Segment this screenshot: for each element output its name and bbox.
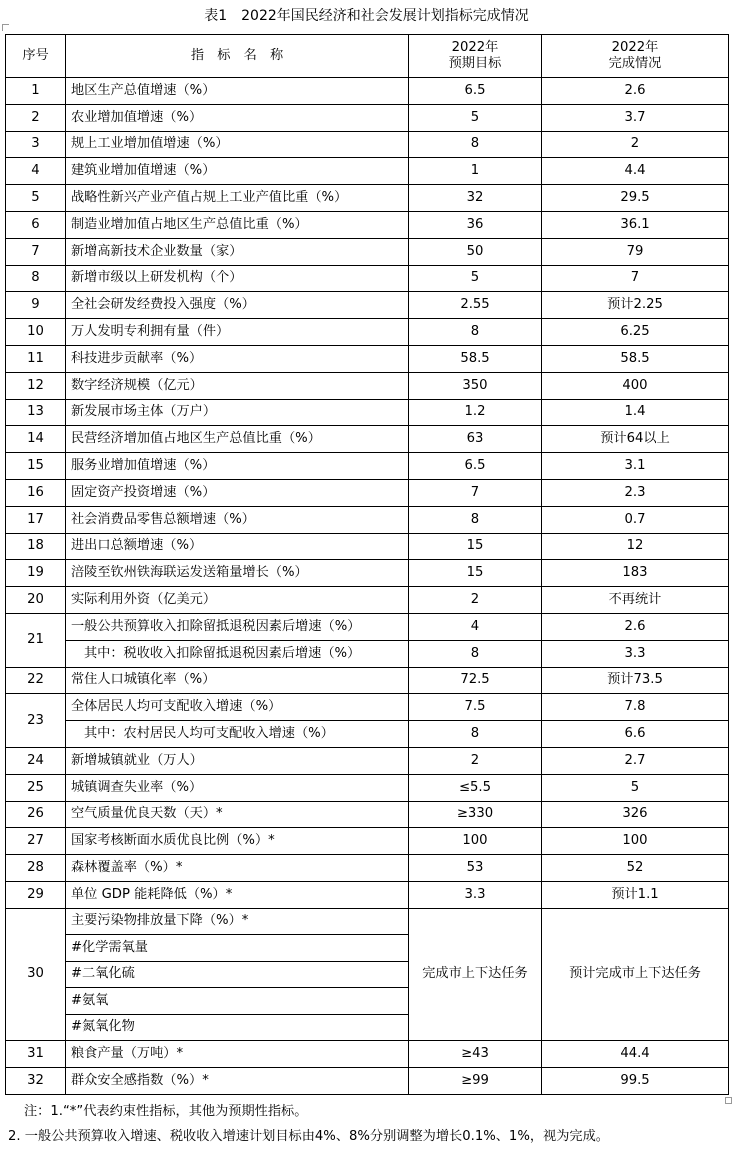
table-row <box>6 1068 729 1095</box>
actual-value: 7.8 <box>542 694 729 721</box>
table-row <box>6 774 729 801</box>
actual-value: 44.4 <box>542 1041 729 1068</box>
header-no: 序号 <box>6 35 66 78</box>
actual-value: 预计73.5 <box>542 667 729 694</box>
indicator-name: 新增城镇就业（万人） <box>66 747 409 774</box>
target-value: 5 <box>409 265 542 292</box>
target-value: 4 <box>409 613 542 640</box>
table-row <box>6 667 729 694</box>
table-row <box>6 1041 729 1068</box>
row-number: 17 <box>6 506 66 533</box>
target-value: 完成市上下达任务 <box>409 908 542 1041</box>
target-value: 8 <box>409 721 542 748</box>
table-end-mark <box>725 1097 732 1104</box>
table-row <box>6 479 729 506</box>
actual-value: 1.4 <box>542 399 729 426</box>
indicator-name: 群众安全感指数（%）* <box>66 1068 409 1095</box>
actual-value: 预计1.1 <box>542 881 729 908</box>
table-row <box>6 801 729 828</box>
target-value: 50 <box>409 238 542 265</box>
table-row <box>6 131 729 158</box>
row-number: 16 <box>6 479 66 506</box>
table-row <box>6 881 729 908</box>
footnote-1: 注：1.“*”代表约束性指标，其他为预期性指标。 <box>24 1104 308 1119</box>
target-value: 6.5 <box>409 453 542 480</box>
table-row <box>6 158 729 185</box>
row-number: 15 <box>6 453 66 480</box>
target-value: 15 <box>409 533 542 560</box>
actual-value: 99.5 <box>542 1068 729 1095</box>
table-header-row <box>6 35 729 78</box>
row-number: 14 <box>6 426 66 453</box>
row-number: 28 <box>6 855 66 882</box>
table-row <box>6 506 729 533</box>
row-number: 31 <box>6 1041 66 1068</box>
row-number: 11 <box>6 345 66 372</box>
header-name: 指 标 名 称 <box>66 35 409 78</box>
indicator-name: 全社会研发经费投入强度（%） <box>66 292 409 319</box>
target-value: 2.55 <box>409 292 542 319</box>
actual-value: 3.3 <box>542 640 729 667</box>
target-value: 72.5 <box>409 667 542 694</box>
row-number: 22 <box>6 667 66 694</box>
actual-value: 6.6 <box>542 721 729 748</box>
table-row <box>6 828 729 855</box>
indicator-name: #氨氧 <box>66 988 409 1015</box>
row-number: 7 <box>6 238 66 265</box>
target-value: 8 <box>409 506 542 533</box>
indicator-name: 实际利用外资（亿美元） <box>66 587 409 614</box>
target-value: 8 <box>409 131 542 158</box>
indicator-name: 其中：农村居民人均可支配收入增速（%） <box>66 721 409 748</box>
target-value: 7 <box>409 479 542 506</box>
indicator-name: 新增市级以上研发机构（个） <box>66 265 409 292</box>
target-value: ≤5.5 <box>409 774 542 801</box>
table-row <box>6 640 729 667</box>
row-number: 4 <box>6 158 66 185</box>
actual-value: 2.6 <box>542 78 729 105</box>
row-number: 9 <box>6 292 66 319</box>
header-target <box>409 35 542 78</box>
row-number: 24 <box>6 747 66 774</box>
table-row <box>6 292 729 319</box>
target-value: ≥99 <box>409 1068 542 1095</box>
actual-value: 183 <box>542 560 729 587</box>
row-number: 5 <box>6 185 66 212</box>
target-value: 6.5 <box>409 78 542 105</box>
table-row <box>6 399 729 426</box>
table-row <box>6 613 729 640</box>
target-value: 8 <box>409 319 542 346</box>
actual-value: 2.6 <box>542 613 729 640</box>
table-row <box>6 185 729 212</box>
indicator-name: 新增高新技术企业数量（家） <box>66 238 409 265</box>
indicator-name: 农业增加值增速（%） <box>66 104 409 131</box>
target-value: 2 <box>409 747 542 774</box>
row-number: 27 <box>6 828 66 855</box>
actual-value: 326 <box>542 801 729 828</box>
indicator-name: 战略性新兴产业产值占规上工业产值比重（%） <box>66 185 409 212</box>
indicator-name: 主要污染物排放量下降（%）* <box>66 908 409 935</box>
table-row <box>6 372 729 399</box>
target-value: 1.2 <box>409 399 542 426</box>
actual-value: 0.7 <box>542 506 729 533</box>
indicator-name: 国家考核断面水质优良比例（%）* <box>66 828 409 855</box>
row-number: 26 <box>6 801 66 828</box>
actual-value: 58.5 <box>542 345 729 372</box>
row-number: 21 <box>6 613 66 667</box>
table-row <box>6 211 729 238</box>
table-row <box>6 855 729 882</box>
table-row <box>6 908 729 935</box>
indicator-name: 民营经济增加值占地区生产总值比重（%） <box>66 426 409 453</box>
target-value: 1 <box>409 158 542 185</box>
actual-value: 100 <box>542 828 729 855</box>
actual-value: 3.7 <box>542 104 729 131</box>
actual-value: 预计2.25 <box>542 292 729 319</box>
indicator-name: 新发展市场主体（万户） <box>66 399 409 426</box>
target-value: 2 <box>409 587 542 614</box>
target-value: 58.5 <box>409 345 542 372</box>
header-actual-line2: 完成情况 <box>608 56 662 71</box>
row-number: 19 <box>6 560 66 587</box>
row-number: 6 <box>6 211 66 238</box>
actual-value: 12 <box>542 533 729 560</box>
row-number: 23 <box>6 694 66 748</box>
indicator-table <box>5 34 729 1095</box>
actual-value: 5 <box>542 774 729 801</box>
row-number: 20 <box>6 587 66 614</box>
target-value: 63 <box>409 426 542 453</box>
indicator-name: 地区生产总值增速（%） <box>66 78 409 105</box>
page-title: 表1 2022年国民经济和社会发展计划指标完成情况 <box>204 8 529 24</box>
indicator-name: 森林覆盖率（%）* <box>66 855 409 882</box>
actual-value: 预计完成市上下达任务 <box>542 908 729 1041</box>
indicator-name: #二氧化硫 <box>66 961 409 988</box>
row-number: 30 <box>6 908 66 1041</box>
actual-value: 2.7 <box>542 747 729 774</box>
target-value: ≥43 <box>409 1041 542 1068</box>
target-value: 350 <box>409 372 542 399</box>
footnote-2: 2. 一般公共预算收入增速、税收收入增速计划目标由4%、8%分别调整为增长0.1%、1%，视为完成。 <box>8 1129 609 1144</box>
table-row <box>6 78 729 105</box>
footnotes <box>8 1099 609 1149</box>
table-row <box>6 265 729 292</box>
indicator-name: 全体居民人均可支配收入增速（%） <box>66 694 409 721</box>
table-row <box>6 587 729 614</box>
indicator-name: 规上工业增加值增速（%） <box>66 131 409 158</box>
target-value: 15 <box>409 560 542 587</box>
actual-value: 6.25 <box>542 319 729 346</box>
indicator-name: 制造业增加值占地区生产总值比重（%） <box>66 211 409 238</box>
row-number: 18 <box>6 533 66 560</box>
target-value: 100 <box>409 828 542 855</box>
indicator-name: 一般公共预算收入扣除留抵退税因素后增速（%） <box>66 613 409 640</box>
indicator-name: 其中：税收收入扣除留抵退税因素后增速（%） <box>66 640 409 667</box>
indicator-name: 建筑业增加值增速（%） <box>66 158 409 185</box>
table-row <box>6 426 729 453</box>
indicator-name: #化学需氧量 <box>66 935 409 962</box>
actual-value: 79 <box>542 238 729 265</box>
indicator-name: 万人发明专利拥有量（件） <box>66 319 409 346</box>
indicator-name: 数字经济规模（亿元） <box>66 372 409 399</box>
table-row <box>6 453 729 480</box>
table-row <box>6 345 729 372</box>
target-value: 3.3 <box>409 881 542 908</box>
row-number: 12 <box>6 372 66 399</box>
header-target-line1: 2022年 <box>451 40 499 55</box>
actual-value: 29.5 <box>542 185 729 212</box>
row-number: 8 <box>6 265 66 292</box>
target-value: 36 <box>409 211 542 238</box>
indicator-name: 进出口总额增速（%） <box>66 533 409 560</box>
row-number: 1 <box>6 78 66 105</box>
indicator-name: 服务业增加值增速（%） <box>66 453 409 480</box>
header-target-line2: 预期目标 <box>448 56 502 71</box>
actual-value: 52 <box>542 855 729 882</box>
table-row <box>6 721 729 748</box>
row-number: 10 <box>6 319 66 346</box>
actual-value: 400 <box>542 372 729 399</box>
table-row <box>6 238 729 265</box>
row-number: 32 <box>6 1068 66 1095</box>
header-actual-line1: 2022年 <box>611 40 659 55</box>
target-value: 5 <box>409 104 542 131</box>
target-value: 8 <box>409 640 542 667</box>
actual-value: 2.3 <box>542 479 729 506</box>
actual-value: 7 <box>542 265 729 292</box>
target-value: 32 <box>409 185 542 212</box>
indicator-name: 粮食产量（万吨）* <box>66 1041 409 1068</box>
row-number: 3 <box>6 131 66 158</box>
indicator-name: 社会消费品零售总额增速（%） <box>66 506 409 533</box>
table-row <box>6 319 729 346</box>
indicator-name: 固定资产投资增速（%） <box>66 479 409 506</box>
target-value: 7.5 <box>409 694 542 721</box>
target-value: 53 <box>409 855 542 882</box>
indicator-name: 单位 GDP 能耗降低（%）* <box>66 881 409 908</box>
actual-value: 4.4 <box>542 158 729 185</box>
indicator-name: #氮氧化物 <box>66 1014 409 1041</box>
actual-value: 预计64以上 <box>542 426 729 453</box>
target-value: ≥330 <box>409 801 542 828</box>
actual-value: 3.1 <box>542 453 729 480</box>
indicator-name: 常住人口城镇化率（%） <box>66 667 409 694</box>
actual-value: 2 <box>542 131 729 158</box>
row-number: 2 <box>6 104 66 131</box>
actual-value: 36.1 <box>542 211 729 238</box>
row-number: 25 <box>6 774 66 801</box>
row-number: 13 <box>6 399 66 426</box>
indicator-name: 科技进步贡献率（%） <box>66 345 409 372</box>
table-row <box>6 533 729 560</box>
table-row <box>6 694 729 721</box>
indicator-name: 城镇调查失业率（%） <box>66 774 409 801</box>
row-number: 29 <box>6 881 66 908</box>
indicator-name: 涪陵至钦州铁海联运发送箱量增长（%） <box>66 560 409 587</box>
table-row <box>6 560 729 587</box>
table-row <box>6 104 729 131</box>
actual-value: 不再统计 <box>542 587 729 614</box>
header-actual <box>542 35 729 78</box>
table-row <box>6 747 729 774</box>
indicator-name: 空气质量优良天数（天）* <box>66 801 409 828</box>
